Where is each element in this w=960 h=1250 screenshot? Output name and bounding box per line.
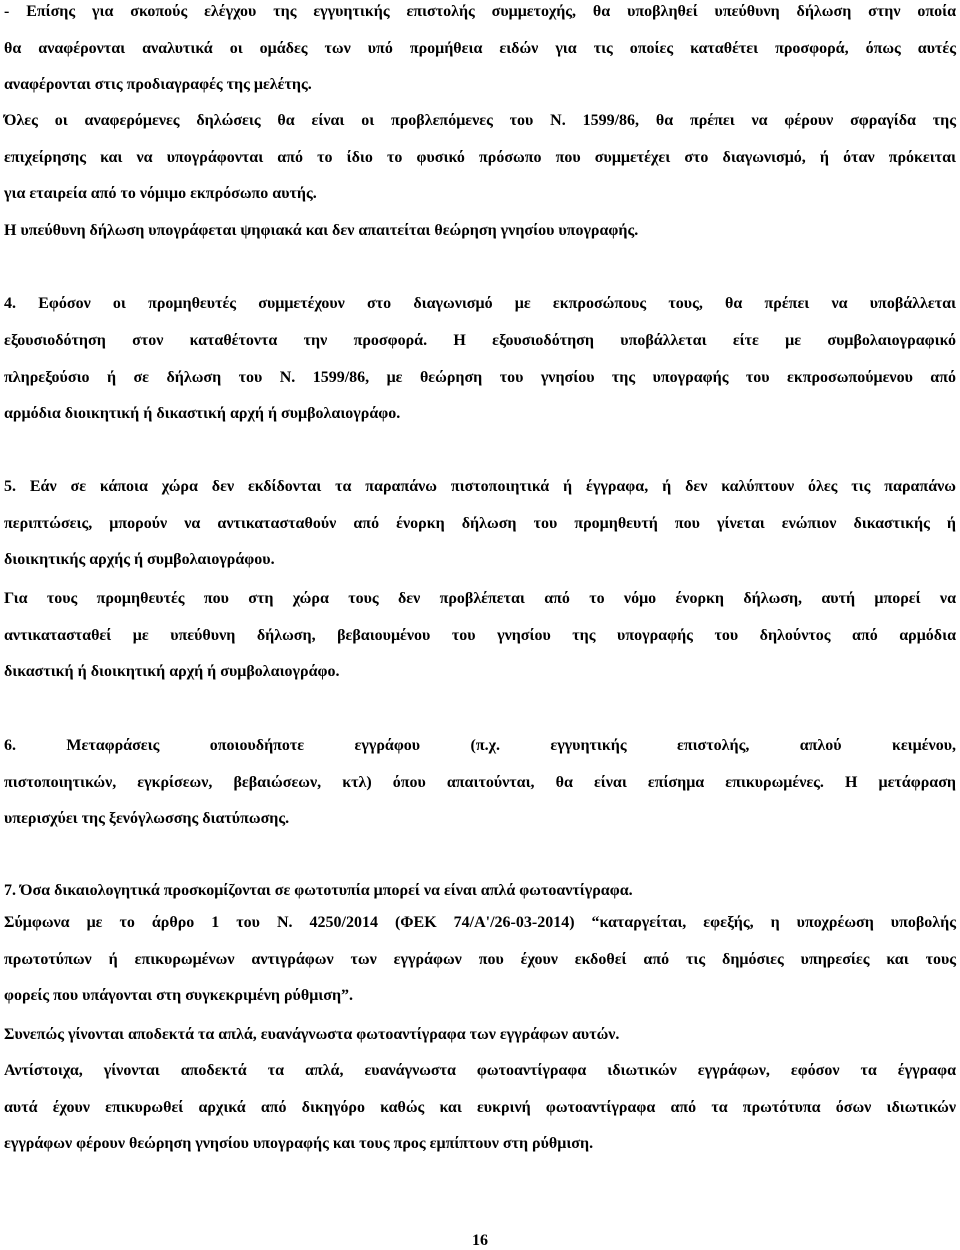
text-line: αναφέρονται στις προδιαγραφές της μελέτης. xyxy=(4,76,312,93)
text-line: 4. Εφόσον οι προμηθευτές συμμετέχουν στο διαγωνισμό με εκπροσώπους τους, θα πρέπει να υποβάλλεται xyxy=(4,295,956,312)
text-line: Αντίστοιχα, γίνονται αποδεκτά τα απλά, ευανάγνωστα φωτοαντίγραφα ιδιωτικών εγγράφων, εφόσον τα έγγραφα xyxy=(4,1062,956,1079)
page-number: 16 xyxy=(472,1232,488,1249)
text-line: Όλες οι αναφερόμενες δηλώσεις θα είναι οι προβλεπόμενες του Ν. 1599/86, θα πρέπει να φέρουν σφραγίδα της xyxy=(4,112,956,129)
text-line: υπερισχύει της ξενόγλωσσης διατύπωσης. xyxy=(4,810,290,827)
text-line: Η υπεύθυνη δήλωση υπογράφεται ψηφιακά και δεν απαιτείται θεώρηση γνησίου υπογραφής. xyxy=(4,222,639,239)
text-line: πληρεξούσιο ή σε δήλωση του Ν. 1599/86, με θεώρηση του γνησίου της υπογραφής του εκπροσωπούμενου από xyxy=(4,369,956,386)
text-line: πιστοποιητικών, εγκρίσεων, βεβαιώσεων, κτλ) όπου απαιτούνται, θα είναι επίσημα επικυρωμένες. Η μετάφραση xyxy=(4,774,956,791)
text-line: θα αναφέρονται αναλυτικά οι ομάδες των υπό προμήθεια ειδών για τις οποίες καταθέτει προσφορά, όπως αυτές xyxy=(4,40,956,57)
text-line: διοικητικής αρχής ή συμβολαιογράφου. xyxy=(4,551,275,568)
text-line: εγγράφων φέρουν θεώρηση γνησίου υπογραφής και τους προς εμπίπτουν στη ρύθμιση. xyxy=(4,1135,594,1152)
text-line: 5. Εάν σε κάποια χώρα δεν εκδίδονται τα παραπάνω πιστοποιητικά ή έγγραφα, ή δεν καλύπτουν όλες τις παραπάνω xyxy=(4,478,956,495)
text-line: δικαστική ή διοικητική αρχή ή συμβολαιογράφο. xyxy=(4,663,340,680)
text-line: εξουσιοδότηση στον καταθέτοντα την προσφορά. Η εξουσιοδότηση υποβάλλεται είτε με συμβολαιογραφικό xyxy=(4,332,956,349)
text-line: αντικατασταθεί με υπεύθυνη δήλωση, βεβαιουμένου του γνησίου της υπογραφής του δηλούντος από αρμόδια xyxy=(4,627,956,644)
text-line: αυτά έχουν επικυρωθεί αρχικά από δικηγόρο καθώς και ευκρινή φωτοαντίγραφα από τα πρωτότυπα όσων ιδιωτικών xyxy=(4,1099,956,1116)
text-line: επιχείρησης και να υπογράφονται από το ίδιο το φυσικό πρόσωπο που συμμετέχει στο διαγωνισμό, ή όταν πρόκειται xyxy=(4,149,956,166)
text-line: για εταιρεία από το νόμιμο εκπρόσωπο αυτής. xyxy=(4,185,317,202)
text-line: αρμόδια διοικητική ή δικαστική αρχή ή συμβολαιογράφο. xyxy=(4,405,401,422)
text-line: Συνεπώς γίνονται αποδεκτά τα απλά, ευανάγνωστα φωτοαντίγραφα των εγγράφων αυτών. xyxy=(4,1026,620,1043)
text-line: - Επίσης για σκοπούς ελέγχου της εγγυητικής επιστολής συμμετοχής, θα υποβληθεί υπεύθυνη δήλωση στην οποία xyxy=(4,3,956,20)
text-line: Σύμφωνα με το άρθρο 1 του Ν. 4250/2014 (ΦΕΚ 74/Α'/26-03-2014) “καταργείται, εφεξής, η υποχρέωση υποβολής xyxy=(4,914,956,931)
text-line: Για τους προμηθευτές που στη χώρα τους δεν προβλέπεται από το νόμο ένορκη δήλωση, αυτή μπορεί να xyxy=(4,590,956,607)
text-line: 6. Μεταφράσεις οποιουδήποτε εγγράφου (π.χ. εγγυητικής επιστολής, απλού κειμένου, xyxy=(4,737,956,754)
text-line: περιπτώσεις, μπορούν να αντικατασταθούν από ένορκη δήλωση του προμηθευτή που γίνεται ενώπιον δικαστικής ή xyxy=(4,515,956,532)
text-line: 7. Όσα δικαιολογητικά προσκομίζονται σε φωτοτυπία μπορεί να είναι απλά φωτοαντίγραφα. xyxy=(4,882,633,899)
text-line: πρωτοτύπων ή επικυρωμένων αντιγράφων των εγγράφων που έχουν εκδοθεί από τις δημόσιες υπηρεσίες και τους xyxy=(4,951,956,968)
text-line: φορείς που υπάγονται στη συγκεκριμένη ρύθμιση”. xyxy=(4,987,354,1004)
